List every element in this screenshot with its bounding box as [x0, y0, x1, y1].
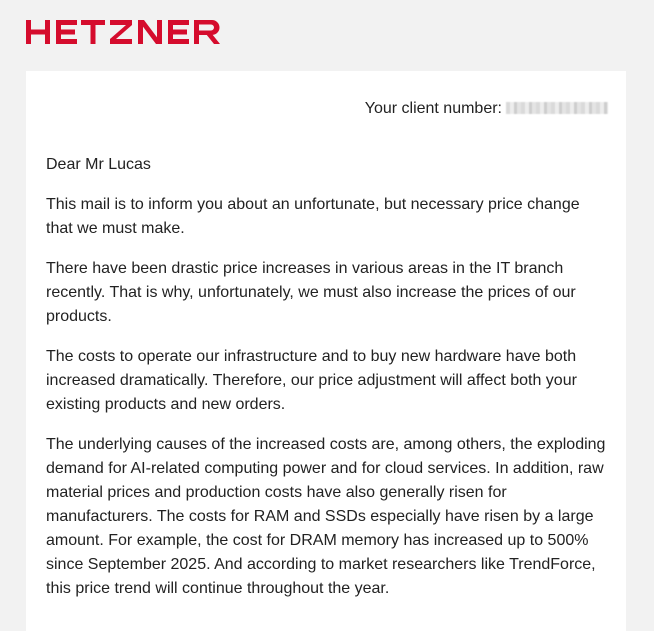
client-number-line	[365, 99, 608, 119]
hetzner-logo[interactable]	[26, 20, 226, 51]
hetzner-logo-mark	[26, 20, 226, 46]
greeting: Dear Mr Lucas	[46, 156, 151, 173]
paragraph: The costs to operate our infrastructure and to buy new hardware have both increased dramatically. Therefore, our price adjustment will affect both your existing products and new orders.	[46, 348, 577, 413]
email-card	[26, 71, 626, 631]
client-number-label: Your client number:	[364, 100, 502, 117]
email-header	[0, 0, 654, 71]
paragraph: This mail is to inform you about an unfortunate, but necessary price change that we must make.	[46, 196, 580, 237]
paragraph: There have been drastic price increases in various areas in the IT branch recently. That is why, unfortunately, we must also increase the prices of our products.	[46, 260, 576, 325]
letter-body	[46, 153, 608, 617]
client-number-redacted	[506, 102, 608, 114]
paragraph: The underlying causes of the increased costs are, among others, the exploding demand for AI-related computing power and for cloud services. In addition, raw material prices and production costs have also generally risen for manufacturers. The costs for RAM and SSDs especially have risen by a large amount. For example, the cost for DRAM memory has increased up to 500% since September 2025. And according to market researchers like TrendForce, this price trend will continue throughout the year.	[46, 436, 606, 597]
